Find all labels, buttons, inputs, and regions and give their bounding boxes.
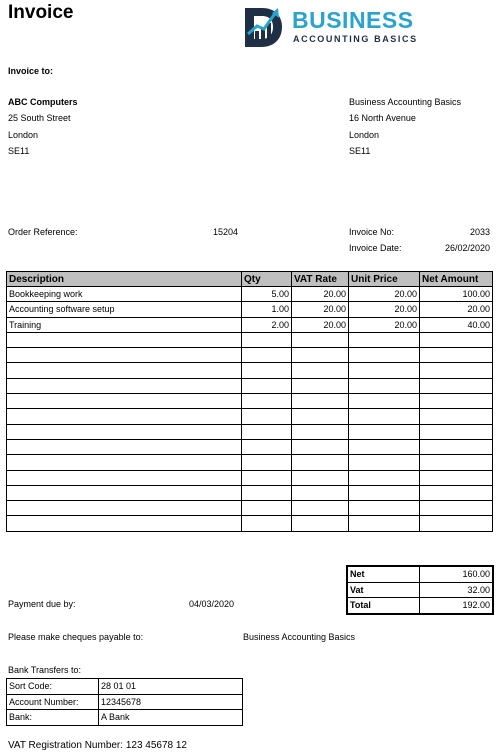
cell-net-amount: 40.00 <box>420 317 493 332</box>
empty-table-row <box>7 485 493 500</box>
supplier-name: Business Accounting Basics <box>349 97 462 107</box>
order-reference-value: 15204 <box>213 227 239 237</box>
empty-table-row <box>7 439 493 454</box>
cell-qty: 1.00 <box>242 302 292 317</box>
vat-label: Vat <box>347 582 419 598</box>
cell-unit-price: 20.00 <box>349 302 420 317</box>
bank-row-account-number <box>7 694 243 710</box>
payment-due-label: Payment due by: <box>8 599 76 609</box>
customer-address-line2: London <box>8 130 39 140</box>
customer-address-line3: SE11 <box>8 146 30 156</box>
cell-description: Accounting software setup <box>7 302 242 317</box>
logo-brand-text: BUSINESS <box>292 7 414 33</box>
empty-table-row <box>7 363 493 378</box>
column-header-net-amount: Net Amount <box>420 272 493 287</box>
supplier-address-line2: London <box>349 130 380 140</box>
cell-net-amount: 100.00 <box>420 287 493 302</box>
invoice-date-label: Invoice Date: <box>349 243 402 253</box>
empty-table-row <box>7 455 493 470</box>
totals-row-vat <box>347 582 493 598</box>
account-number-value: 12345678 <box>99 694 243 710</box>
table-row <box>7 302 493 317</box>
business-accounting-basics-logo <box>242 4 437 50</box>
cell-qty: 2.00 <box>242 317 292 332</box>
total-value: 192.00 <box>419 598 493 614</box>
bank-transfers-heading: Bank Transfers to: <box>8 665 82 675</box>
line-items-table <box>6 271 493 532</box>
cell-unit-price: 20.00 <box>349 317 420 332</box>
invoice-to-label: Invoice to: <box>8 66 54 76</box>
column-header-description: Description <box>7 272 242 287</box>
logo-icon <box>242 4 286 50</box>
bank-label: Bank: <box>7 710 99 726</box>
empty-table-row <box>7 332 493 347</box>
cell-description: Training <box>7 317 242 332</box>
empty-table-row <box>7 501 493 516</box>
invoice-title: Invoice <box>8 2 74 23</box>
empty-table-row <box>7 409 493 424</box>
cheques-payable-label: Please make cheques payable to: <box>8 632 144 642</box>
cell-vat-rate: 20.00 <box>292 317 349 332</box>
empty-table-row <box>7 378 493 393</box>
bank-row-sort-code <box>7 679 243 695</box>
totals-row-total <box>347 598 493 614</box>
cell-qty: 5.00 <box>242 287 292 302</box>
logo-tagline-text: ACCOUNTING BASICS <box>293 34 418 44</box>
table-row <box>7 287 493 302</box>
empty-table-row <box>7 348 493 363</box>
cell-vat-rate: 20.00 <box>292 287 349 302</box>
invoice-no-label: Invoice No: <box>349 227 395 237</box>
payment-due-value: 04/03/2020 <box>189 599 235 609</box>
invoice-date-value: 26/02/2020 <box>444 243 490 253</box>
empty-table-row <box>7 516 493 531</box>
vat-value: 32.00 <box>419 582 493 598</box>
empty-table-row <box>7 424 493 439</box>
net-label: Net <box>347 566 419 582</box>
cell-description: Bookkeeping work <box>7 287 242 302</box>
table-header-row <box>7 272 493 287</box>
cell-unit-price: 20.00 <box>349 287 420 302</box>
bank-name-value: A Bank <box>99 710 243 726</box>
column-header-qty: Qty <box>242 272 292 287</box>
account-number-label: Account Number: <box>7 694 99 710</box>
sort-code-label: Sort Code: <box>7 679 99 695</box>
bank-details-table <box>6 678 243 726</box>
invoice-no-value: 2033 <box>469 227 490 237</box>
sort-code-value: 28 01 01 <box>99 679 243 695</box>
table-row <box>7 317 493 332</box>
empty-table-row <box>7 470 493 485</box>
totals-table <box>346 565 494 615</box>
cell-vat-rate: 20.00 <box>292 302 349 317</box>
vat-registration-number: VAT Registration Number: 123 45678 12 <box>8 740 187 751</box>
column-header-unit-price: Unit Price <box>349 272 420 287</box>
cheques-payable-value: Business Accounting Basics <box>243 632 356 642</box>
empty-table-row <box>7 394 493 409</box>
customer-name: ABC Computers <box>8 97 78 107</box>
supplier-address-line3: SE11 <box>349 146 371 156</box>
customer-address-line1: 25 South Street <box>8 113 71 123</box>
net-value: 160.00 <box>419 566 493 582</box>
order-reference-label: Order Reference: <box>8 227 78 237</box>
supplier-address-line1: 16 North Avenue <box>349 113 416 123</box>
bank-row-bank <box>7 710 243 726</box>
cell-net-amount: 20.00 <box>420 302 493 317</box>
total-label: Total <box>347 598 419 614</box>
totals-row-net <box>347 566 493 582</box>
column-header-vat-rate: VAT Rate <box>292 272 349 287</box>
